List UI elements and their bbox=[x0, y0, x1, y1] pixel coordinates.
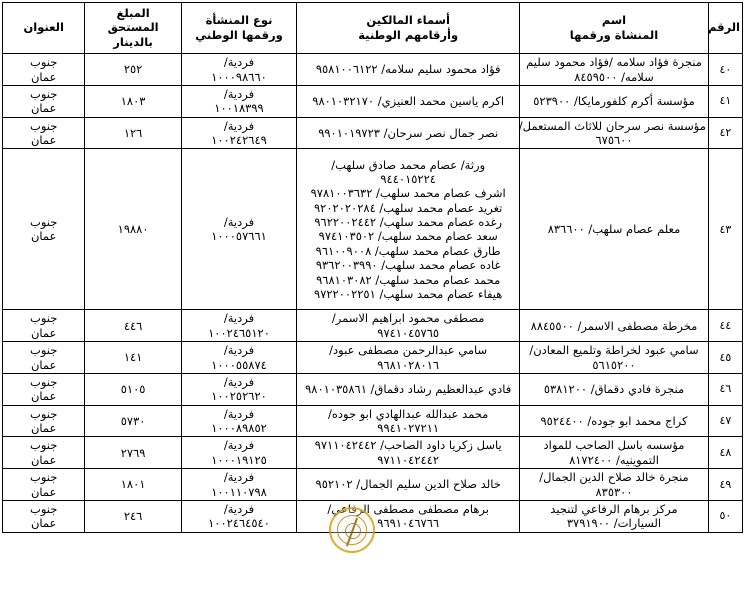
table-header-row bbox=[3, 3, 743, 54]
cell-establishment-name: منجرة فادي دقماق/ ٥٣٨١٢٠٠ bbox=[520, 373, 709, 405]
header-establishment-name: اسم المنشاة ورقمها bbox=[520, 3, 709, 54]
cell-amount: ١٤١ bbox=[85, 342, 181, 374]
table-row bbox=[3, 405, 743, 437]
cell-type: فردية/ ١٠٠٢٤٦٤٥٤٠ bbox=[181, 500, 296, 532]
cell-type: فردية/ ١٠٠٠٥٧٦٦١ bbox=[181, 149, 296, 310]
cell-establishment-name: سامي عبود لخراطة وتلميع المعادن/ ٥٦١٥٢٠٠ bbox=[520, 342, 709, 374]
cell-type: فردية/ ١٠٠٢٤٦٥١٢٠ bbox=[181, 310, 296, 342]
cell-number: ٤١ bbox=[708, 85, 742, 117]
header-amount: المبلغ المستحق بالدينار bbox=[85, 3, 181, 54]
cell-owners: محمد عبدالله عبدالهادي ابو جوده/ ٩٩٤١٠٢٧٢١١ bbox=[297, 405, 520, 437]
cell-address: جنوب عمان bbox=[3, 54, 85, 86]
cell-owners: برهام مصطفى مصطفى الرفاعي/ ٩٦٩١٠٤٦٧٦٦ bbox=[297, 500, 520, 532]
cell-amount: ١٩٨٨٠ bbox=[85, 149, 181, 310]
table-row bbox=[3, 500, 743, 532]
cell-amount: ١٨٠٣ bbox=[85, 85, 181, 117]
cell-establishment-name: مركز برهام الرفاعي لتنجيد السيارات/ ٣٧٩١٩٠٠ bbox=[520, 500, 709, 532]
cell-establishment-name: منجرة خالد صلاح الدين الجمال/ ٨٣٥٣٠٠ bbox=[520, 469, 709, 501]
cell-amount: ٥١٠٥ bbox=[85, 373, 181, 405]
cell-number: ٤٣ bbox=[708, 149, 742, 310]
table-row bbox=[3, 149, 743, 310]
cell-establishment-name: مؤسسه باسل الصاحب للمواد التموينيه/ ٨١٧٢٤٠٠ bbox=[520, 437, 709, 469]
cell-amount: ٥٧٣٠ bbox=[85, 405, 181, 437]
cell-type: فردية/ ١٠٠٢٥٢٦٢٠ bbox=[181, 373, 296, 405]
document-page bbox=[0, 2, 745, 597]
header-address: العنوان bbox=[3, 3, 85, 54]
cell-number: ٤٤ bbox=[708, 310, 742, 342]
cell-address: جنوب عمان bbox=[3, 342, 85, 374]
table-body bbox=[3, 54, 743, 533]
cell-owners: ورثة/ عصام محمد صادق سلهب/ ٩٤٤٠١٥٢٢٤ اشرف عصام محمد سلهب/ ٩٧٨١٠٠٣٦٣٢ تغريد عصام محمد سلهب/ ٩٢٠٢٠٢٠٢٨٤ رغده عصام محمد سلهب/ ٩٦٢٢٠٠٢٤٤٢ سعد عصام محمد سلهب/ ٩٧٤١٠٣٥٠٢ طارق عصام محمد سلهب/ ٩٦١٠٠٩٠٠٨ غاده عصام محمد سلهب/ ٩٣٦٢٠٠٣٩٩٠ محمد عصام محمد سلهب/ ٩٦٨١٠٣٠٨٢ هيفاء عصام محمد سلهب/ ٩٧٢٢٠٠٢٢٥١ bbox=[297, 149, 520, 310]
cell-number: ٤٨ bbox=[708, 437, 742, 469]
cell-establishment-name: كراج محمد ابو جوده/ ٩٥٢٤٤٠٠ bbox=[520, 405, 709, 437]
cell-owners: مصطفى محمود ابراهيم الاسمر/ ٩٧٤١٠٤٥٧٦٥ bbox=[297, 310, 520, 342]
table-row bbox=[3, 437, 743, 469]
cell-address: جنوب عمان bbox=[3, 405, 85, 437]
table-row bbox=[3, 469, 743, 501]
cell-type: فردية/ ١٠٠٠٥٥٨٧٤ bbox=[181, 342, 296, 374]
cell-address: جنوب عمان bbox=[3, 85, 85, 117]
cell-number: ٤٧ bbox=[708, 405, 742, 437]
header-owners: أسماء المالكين وأرقامهم الوطنية bbox=[297, 3, 520, 54]
header-type: نوع المنشأة ورقمها الوطني bbox=[181, 3, 296, 54]
cell-address: جنوب عمان bbox=[3, 500, 85, 532]
cell-establishment-name: مؤسسة أكرم كلفورمايكا/ ٥٢٣٩٠٠ bbox=[520, 85, 709, 117]
cell-number: ٥٠ bbox=[708, 500, 742, 532]
cell-number: ٤٠ bbox=[708, 54, 742, 86]
cell-address: جنوب عمان bbox=[3, 149, 85, 310]
cell-establishment-name: مؤسسة نصر سرحان للاثاث المستعمل/ ٦٧٥٦٠٠ bbox=[520, 117, 709, 149]
cell-establishment-name: معلم عصام سلهب/ ٨٣٦٦٠٠ bbox=[520, 149, 709, 310]
cell-address: جنوب عمان bbox=[3, 310, 85, 342]
cell-amount: ٢٧٦٩ bbox=[85, 437, 181, 469]
cell-type: فردية/ ١٠٠٢٤٢٦٤٩ bbox=[181, 117, 296, 149]
table-row bbox=[3, 117, 743, 149]
cell-type: فردية/ ١٠٠١١٠٧٩٨ bbox=[181, 469, 296, 501]
cell-address: جنوب عمان bbox=[3, 469, 85, 501]
cell-type: فردية/ ١٠٠٠٨٩٨٥٢ bbox=[181, 405, 296, 437]
cell-address: جنوب عمان bbox=[3, 373, 85, 405]
cell-owners: فادي عبدالعظيم رشاد دقماق/ ٩٨٠١٠٣٥٨٦١ bbox=[297, 373, 520, 405]
cell-number: ٤٢ bbox=[708, 117, 742, 149]
cell-type: فردية/ ١٠٠٠٩٨٦٦٠ bbox=[181, 54, 296, 86]
cell-type: فردية/ ١٠٠١٨٣٩٩ bbox=[181, 85, 296, 117]
table-row bbox=[3, 373, 743, 405]
cell-establishment-name: مخرطة مصطفى الاسمر/ ٨٨٤٥٥٠٠ bbox=[520, 310, 709, 342]
cell-owners: خالد صلاح الدين سليم الجمال/ ٩٥٢١٠٢ bbox=[297, 469, 520, 501]
table-row bbox=[3, 85, 743, 117]
cell-establishment-name: منجرة فؤاد سلامه /فؤاد محمود سليم سلامه/ ٨٤٥٩٥٠٠ bbox=[520, 54, 709, 86]
establishments-table bbox=[2, 2, 743, 533]
cell-amount: ٢٤٦ bbox=[85, 500, 181, 532]
cell-amount: ١٢٦ bbox=[85, 117, 181, 149]
cell-owners: اكرم ياسين محمد العنيزي/ ٩٨٠١٠٣٢١٧٠ bbox=[297, 85, 520, 117]
table-row bbox=[3, 342, 743, 374]
cell-number: ٤٩ bbox=[708, 469, 742, 501]
cell-amount: ٤٤٦ bbox=[85, 310, 181, 342]
cell-owners: ياسل زكريا داود الصاحب/ ٩٧١١٠٤٢٤٤٢ ٩٧١١٠٤٢٤٤٢ bbox=[297, 437, 520, 469]
table-row bbox=[3, 54, 743, 86]
cell-amount: ٢٥٢ bbox=[85, 54, 181, 86]
cell-amount: ١٨٠١ bbox=[85, 469, 181, 501]
cell-owners: فؤاد محمود سليم سلامه/ ٩٥٨١٠٠٦١٢٢ bbox=[297, 54, 520, 86]
cell-owners: نصر جمال نصر سرحان/ ٩٩٠١٠١٩٧٢٣ bbox=[297, 117, 520, 149]
cell-type: فردية/ ١٠٠٠١٩١٢٥ bbox=[181, 437, 296, 469]
header-number: الرقم bbox=[708, 3, 742, 54]
cell-address: جنوب عمان bbox=[3, 437, 85, 469]
cell-number: ٤٦ bbox=[708, 373, 742, 405]
cell-address: جنوب عمان bbox=[3, 117, 85, 149]
cell-number: ٤٥ bbox=[708, 342, 742, 374]
cell-owners: سامي عبدالرحمن مصطفى عبود/ ٩٦٨١٠٢٨٠١٦ bbox=[297, 342, 520, 374]
table-row bbox=[3, 310, 743, 342]
